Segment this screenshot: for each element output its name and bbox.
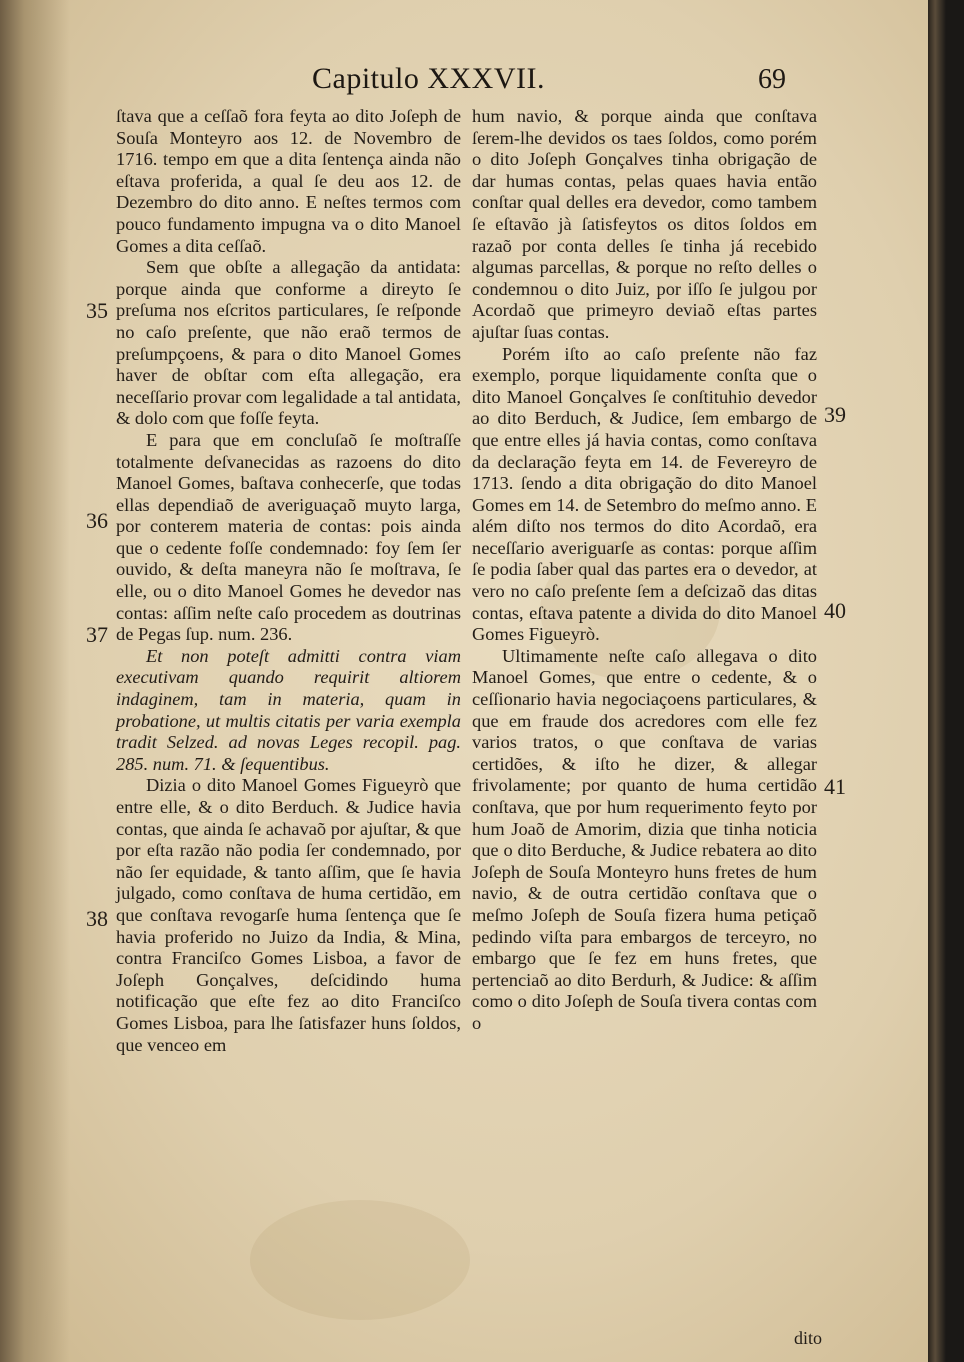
page-edge <box>928 0 946 1362</box>
margin-number: 37 <box>86 622 108 647</box>
margin-number: 38 <box>86 906 108 931</box>
paragraph: hum navio, & porque ainda que conſtava ſerem-lhe devidos os taes ſoldos, como porém o dito Joſeph Gonçalves tinha obrigação de dar humas contas, pelas quaes havia então conſtar qual delles era devedor, como tambem ſe eſtavão jà ſatisfeytos os ditos ſoldos em razaõ por conta delles ſe tinha já recebido algumas parcellas, & porque no reſto delles o condemnou o dito Juiz, por iſſo ſe julgou por Acordaõ que primeyro deviaõ eſtas partes ajuſtar ſuas contas. <box>472 106 817 342</box>
latin-citation: Et non poteſt admitti contra viam executivam quando requirit altiorem indaginem, tam in materia, quam in probatione, ut multis citatis per varia exempla tradit Selzed. ad novas Leges recopil. pag. 285. num. 71. & ſequentibus. <box>116 645 461 774</box>
margin-number: 39 <box>824 402 846 427</box>
paragraph: Sem que obſte a allegação da antidata: porque ainda que conforme a direyto ſe preſuma nos eſcritos particulares, ſe reſponde no caſo preſente, que não eraõ termos de preſumpçoens, & para o dito Manoel Gomes haver de obſtar com eſta allegação, era neceſſario provar com legalidade a tal antidata, & dolo com que foſſe feyta. <box>116 257 461 429</box>
paragraph: E para que em concluſaõ ſe moſtraſſe totalmente deſvanecidas as razoens do dito Manoel Gomes, baſtava conhecerſe, que todas ellas dependiaõ de averiguaçaõ muyto larga, por conterem materia de contas: pois ainda que o cedente foſſe condemnado: foy ſem ſer ouvido, & deſta maneyra não ſe moſtrava, ſe elle, ou o dito Manoel Gomes he devedor nas contas: aſſim neſte caſo procedem as doutrinas de Pegas ſup. num. 236. <box>116 429 461 645</box>
right-column <box>472 106 817 1035</box>
paragraph: ſtava que a ceſſaõ fora feyta ao dito Joſeph de Souſa Monteyro aos 12. de Novembro de 1716. tempo em que a dita ſentença ainda não eſtava proferida, a qual ſe deu aos 12. de Dezembro do dito anno. E neſtes termos com pouco fundamento impugna va o dito Manoel Gomes a dita ceſſaõ. <box>116 106 461 256</box>
paragraph: Dizia o dito Manoel Gomes Figueyrò que entre elle, & o dito Berduch. & Judice havia contas, que ainda ſe achavaõ por ajuſtar, & que por eſta razão não podia ſer condemnado, por não ſer equidade, & tanto aſſim, que ſe havia julgado, como conſtava de huma certidão, em que conſtava revogarſe huma ſentença que ſe havia proferido no Juizo da India, & Mina, contra Franciſco Gomes Lisboa, a favor de Joſeph Gonçalves, deſcidindo huma notificação que eſte fez ao dito Franciſco Gomes Lisboa, para lhe ſatisfazer huns ſoldos, que venceo em <box>116 775 461 1055</box>
running-header <box>0 62 946 106</box>
margin-number: 41 <box>824 774 846 799</box>
margin-number: 36 <box>86 508 108 533</box>
left-column <box>116 106 461 1056</box>
paragraph: Porém iſto ao caſo preſente não faz exemplo, porque liquidamente conſta que o dito Manoel Gonçalves ſe conſtituhio devedor ao dito Berduch, & Judice, ſem embargo de que entre elles já havia contas, como conſtava da declaração feyta em 14. de Fevereyro de 1713. ſendo a dita obrigação do dito Manoel Gomes em 14. de Setembro do meſmo anno. E além diſto nos termos do dito Acordaõ, era neceſſario averiguarſe as contas: porque aſſim ſe podia ſaber qual das partes era o devedor, at vero no caſo preſente ſem a deſcizaõ das ditas contas, eſtava patente a divida do dito Manoel Gomes Figueyrò. <box>472 343 817 645</box>
margin-number: 40 <box>824 598 846 623</box>
chapter-title: Capitulo XXXVII. <box>312 62 545 95</box>
margin-number: 35 <box>86 298 108 323</box>
paragraph: Ultimamente neſte caſo allegava o dito Manoel Gomes, que entre o cedente, & o ceſſionario havia negociaçoens particulares, & que em fraude dos acredores com elle fez varios tratos, o que conſtava de varias certidões, & iſto he dizer, & allegar frivolamente; por quanto de huma certidão conſtava, que por hum requerimento feyto por hum Joaõ de Amorim, dizia que tinha noticia que o dito Berduche, & Judice rebatera ao dito Joſeph de Souſa Monteyro huns fretes de hum navio, & de outra certidão conſtava que o meſmo Joſeph de Souſa fizera huma petiçaõ pedindo viſta para embargos de terceyro, no embargo que ſe fez em huns fretes, que pertenciaõ ao dito Berdurh, & Judice: & aſſim como o dito Joſeph de Souſa tivera contas com o <box>472 645 817 1033</box>
catchword: dito <box>794 1328 823 1348</box>
page-gutter <box>0 0 70 1362</box>
page-number: 69 <box>758 64 786 95</box>
paper-stain <box>250 1200 470 1320</box>
